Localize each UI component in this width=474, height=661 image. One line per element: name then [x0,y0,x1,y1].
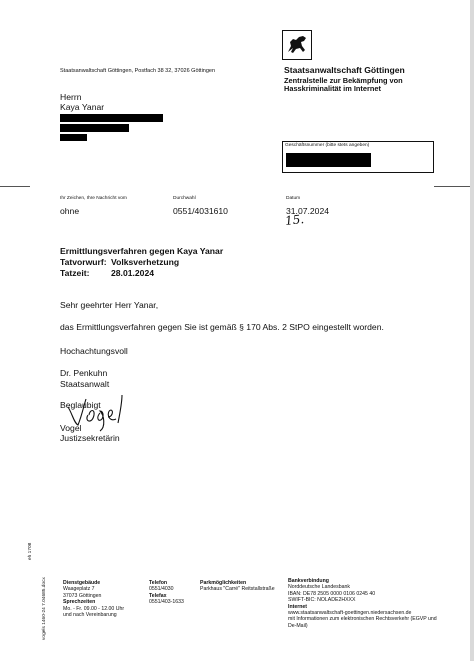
footer-building-line-1: Waageplatz 7 [63,586,95,593]
fold-mark-left [0,186,30,187]
footer-internet-line-3: De-Mail) [288,622,308,629]
footer-bank-name: Norddeutsche Landesbank [288,584,351,591]
footer-phone-label: Telefon [149,580,168,586]
footer-iban: IBAN: DE78 2505 0000 0106 0245 40 [288,590,376,597]
offence-date-label: Tatzeit: [60,268,90,278]
phone-ext-value: 0551/4031610 [173,206,228,216]
signer-name: Dr. Penkuhn [60,368,108,378]
footer-hours-line-1: Mo. - Fr. 09.00 - 12.00 Uhr [63,605,125,612]
footer-building [63,580,124,618]
lower-saxony-horse-logo [282,30,312,60]
offence-date-value: 28.01.2024 [111,268,155,278]
certified-title: Justizsekretärin [60,433,120,443]
footer-hours-line-2: und nach Vereinbarung [63,612,117,619]
date-value: 31.07.2024 [286,206,330,216]
footer-internet-label: Internet [288,603,308,610]
authority-unit [284,77,434,93]
certified-label: Beglaubigt [60,400,101,410]
reference-number-box [282,141,434,173]
footer-internet-line-2: mit Informationen zum elektronischen Rechtsverkehr (EGVP und [288,616,437,623]
footer-building-line-2: 37073 Göttingen [63,592,102,599]
page-edge-shadow [470,0,474,661]
footer-bank [288,578,437,629]
subject-line: Ermittlungsverfahren gegen Kaya Yanar [60,246,224,256]
your-ref-label: Ihr Zeichen, Ihre Nachricht vom [60,196,127,201]
signer-title: Staatsanwalt [60,379,110,389]
footer-bic: SWIFT-BIC: NOLADE2HXXX [288,597,356,604]
your-ref-value: ohne [60,206,80,216]
redacted-address-line-3 [60,134,87,141]
date-handwritten-correction: 15. [284,212,305,228]
recipient-name: Kaya Yanar [60,102,105,112]
closing: Hochachtungsvoll [60,346,128,356]
footer-fax-label: Telefax [149,592,167,599]
recipient-salutation: Herrn [60,92,82,102]
redacted-reference-number [286,153,371,167]
side-note-form: eh 1708 [28,542,33,560]
date-label: Datum [286,196,301,201]
phone-ext-label: Durchwahl [173,196,196,201]
charge-value: Volksverhetzung [111,257,180,267]
authority-unit-text: Zentralstelle zur Bekämpfung von Hasskriminalität im Internet [284,76,403,93]
footer-parking-label: Parkmöglichkeiten [200,580,247,586]
footer-parking [200,580,275,593]
footer-hours-label: Sprechzeiten [63,599,96,606]
footer-parking-value: Parkhaus "Carré" Reitstallstraße [200,586,275,593]
fold-mark-right [434,186,470,187]
certified-name: Vogel [60,423,82,433]
footer-building-label: Dienstgebäude [63,580,101,586]
footer-fax-value: 0551/403-1633 [149,599,184,606]
redacted-address-line-1 [60,114,163,122]
reference-box-label: Geschäftsnummer (bitte stets angeben) [285,143,370,148]
authority-name: Staatsanwaltschaft Göttingen [284,65,405,75]
body-paragraph: das Ermittlungsverfahren gegen Sie ist gemäß § 170 Abs. 2 StPO eingestellt worden. [60,322,384,332]
horse-emblem-icon [283,31,311,59]
redacted-address-line-2 [60,124,129,132]
footer-phone-value: 0551/4030 [149,586,174,593]
charge-label: Tatvorwurf: [60,257,107,267]
side-note-code: vogels 1460-24 7.04685.docx [42,577,47,640]
footer-bank-label: Bankverbindung [288,578,329,584]
footer-internet-line-1: www.staatsanwaltschaft-goettingen.niedersachsen.de [288,610,412,617]
sender-return-address: Staatsanwaltschaft Göttingen, Postfach 38 32, 37026 Göttingen [60,68,216,74]
footer-phone [149,580,184,606]
greeting: Sehr geehrter Herr Yanar, [60,300,159,310]
